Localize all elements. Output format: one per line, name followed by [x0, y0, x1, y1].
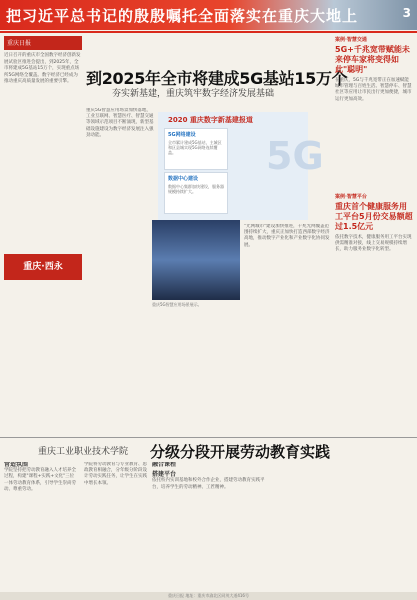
article-column [86, 108, 154, 428]
sidebar-cases [335, 36, 413, 253]
infographic-title: 2020 重庆数字新基建报道 [168, 116, 253, 124]
photo-caption: 重庆5G智慧应用场景展示。 [152, 302, 202, 307]
case-tag: 案例·智慧交通 [335, 37, 367, 43]
card-heading: 5G网络建设 [168, 132, 196, 138]
subsection-text: 学院坚持把劳动教育融入人才培养全过程，构建"课程+实践+文化"三位一体劳动教育体系，引导学生崇尚劳动、尊重劳动。 [4, 468, 76, 492]
lead-column [4, 36, 82, 244]
subsection-text: 依托校内实训基地和校外合作企业，搭建劳动教育实践平台，培养学生的劳动精神、工匠精神。 [152, 478, 265, 490]
ad-block: 重庆·西永 [4, 254, 82, 280]
infographic [158, 112, 324, 220]
subsection-title: 营造氛围 [4, 462, 29, 468]
divider [0, 31, 417, 33]
top-banner [0, 0, 417, 30]
card-heading: 数据中心建设 [168, 176, 199, 182]
subsection-title: 搭建平台 [152, 471, 177, 479]
case-title: 重庆首个健康服务用工平台5月份交易额超过1.5亿元 [335, 201, 413, 231]
card-text: 数据中心集群加快建设，服务器规模持续扩大。 [168, 184, 224, 194]
school-name: 重庆工业职业技术学院 [38, 447, 129, 457]
news-photo [152, 220, 240, 300]
case-text: 依托数字技术，健康服务用工平台实现供需精准对接，线上交易规模持续增长，助力服务业数字化转型。 [335, 234, 412, 253]
subheadline: 夯实新基建，重庆筑牢数字经济发展基础 [112, 89, 275, 99]
article-column [244, 224, 330, 429]
article-text: "光网城市"建设加快推进，千兆光网覆盖范围持续扩大，重庆正加快打造西部数字经济高地，推动数字产业化和产业数字化协同发展。 [244, 224, 330, 248]
banner-slogan: 把习近平总书记的殷殷嘱托全面落实在重庆大地上 [6, 7, 359, 25]
page-number: 3 [402, 6, 411, 20]
5g-graphic: 5G [266, 134, 324, 178]
bottom-headline: 分级分段开展劳动教育实践 [150, 443, 331, 461]
card-text: 全市累计建成5G基站，主城区和区县城实现5G网络连续覆盖。 [168, 140, 222, 155]
bottom-column [4, 462, 78, 588]
info-card [164, 128, 228, 170]
case-text: 在重庆，5G与千兆宽带正在加速赋能城市管理与百姓生活。智慧停车、智慧社区等应用让市民出行更加便捷，城市运行更加高效。 [335, 78, 412, 102]
main-headline: 到2025年全市将建成5G基站15万个 [86, 69, 348, 88]
masthead [403, 6, 411, 20]
bottom-column [152, 462, 272, 588]
subsection-title: 融合课程 [152, 462, 177, 468]
article-text: 重庆5G智慧应用场景加快落地，工业互联网、智慧医疗、智慧交通等领域示范项目不断涌现，新型基础设施建设为数字经济发展注入强劲动能。 [86, 108, 154, 138]
subsection-text: 学院将劳动教育与专业教育、思政教育相融合，分年级分阶段设计劳动实践任务，让学生在实践中增长本领。 [84, 462, 147, 486]
bottom-column [84, 462, 148, 588]
section-divider [0, 437, 417, 438]
column-name: 重庆日报 [4, 36, 82, 50]
info-card [164, 172, 228, 214]
case-tag: 案例·智慧平台 [335, 193, 367, 200]
lead-text: 近日召开的重庆市全国数字经济创新发展试验区推进会提出，到2025年，全市将建成5G基站15万个，实现重点场所5G网络全覆盖。数字经济已经成为推动重庆高质量发展的重要引擎。 [4, 53, 81, 84]
case-title: 5G+千兆宽带赋能未来停车家将变得如此"聪明" [335, 45, 410, 74]
footer: 重庆日报 地址：重庆市渝北区同茂大道416号 [0, 592, 417, 600]
